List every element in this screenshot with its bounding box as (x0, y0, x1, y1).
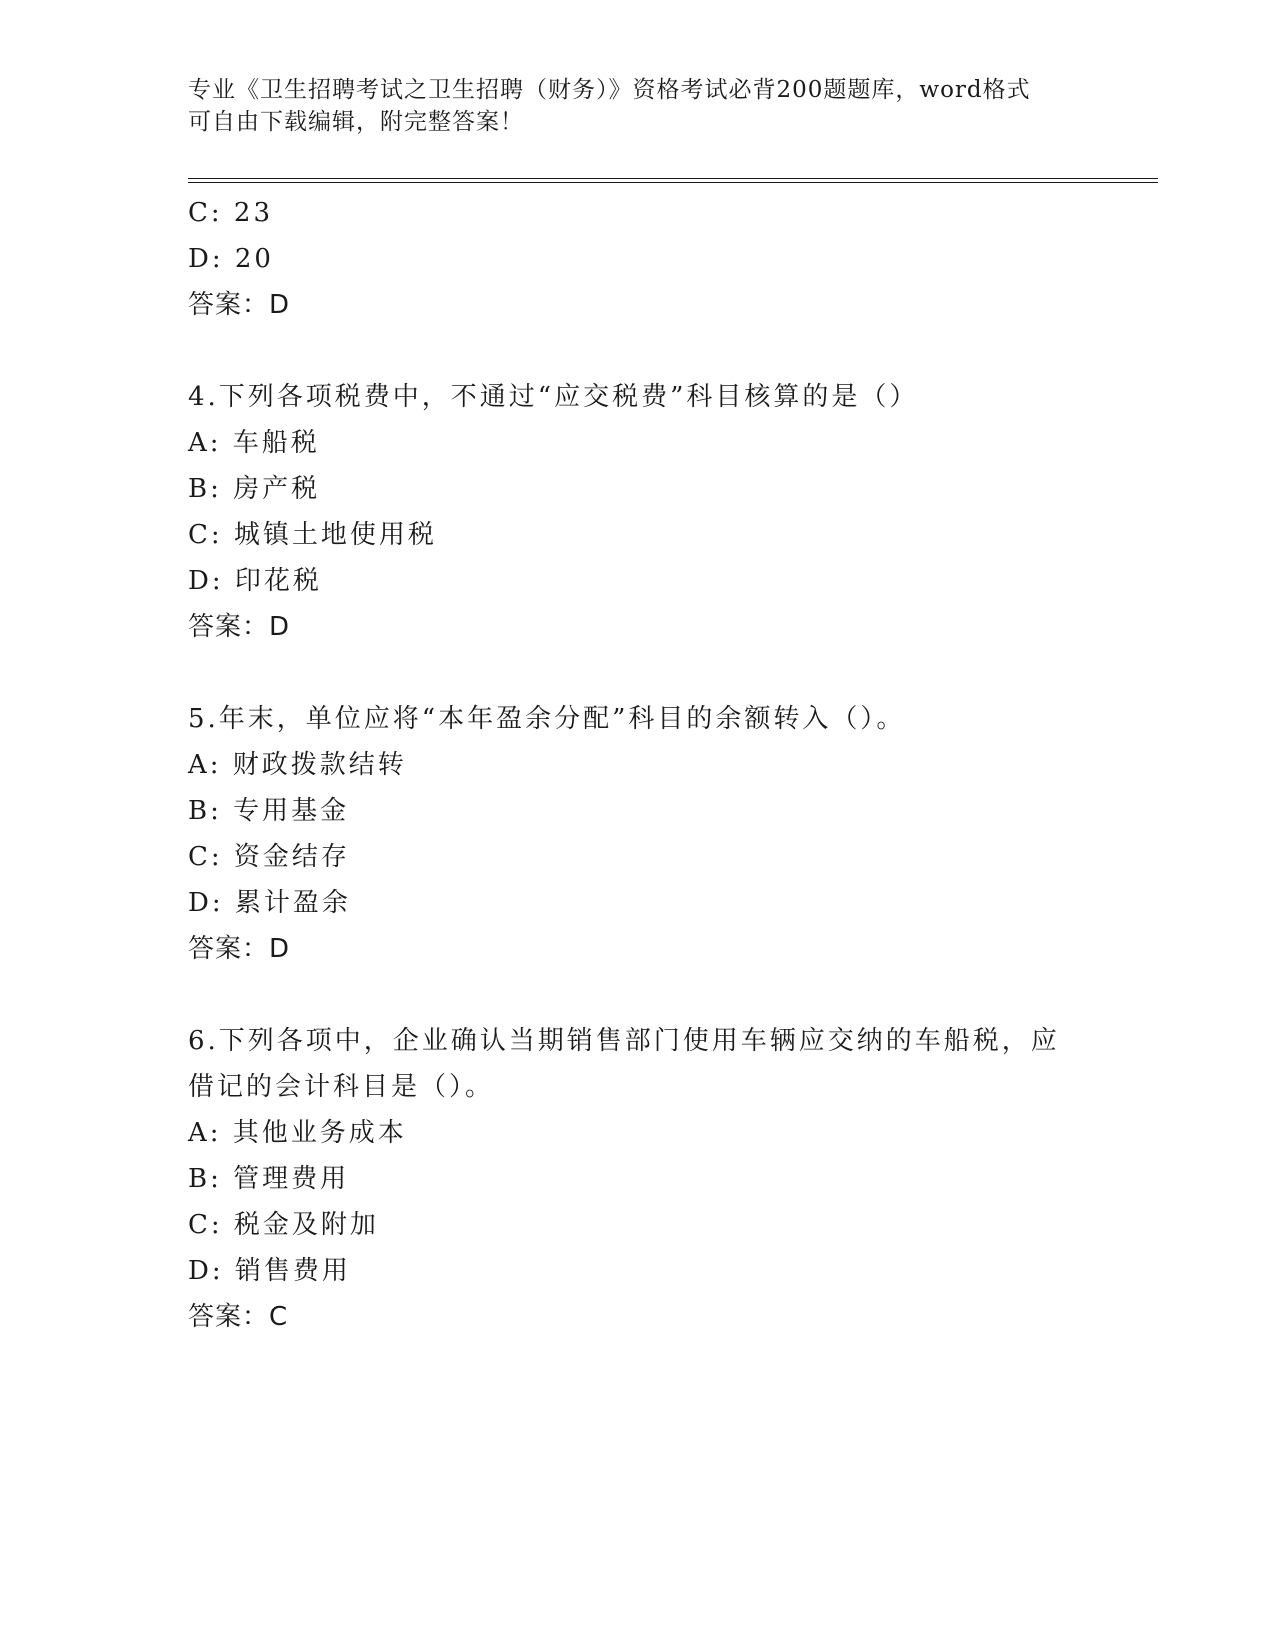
answer-line: 答案：D (188, 612, 291, 642)
option-d: D: 累计盈余 (188, 888, 351, 918)
spacer (188, 972, 1068, 1018)
option-c: C: 23 (188, 198, 274, 228)
question-5 (188, 696, 1068, 972)
question-text-line-1: 6.下列各项中，企业确认当期销售部门使用车辆应交纳的车船税，应 (188, 1026, 1060, 1056)
option-c: C: 资金结存 (188, 842, 350, 872)
header-rule-bottom (188, 182, 1158, 183)
question-text: 4.下列各项税费中，不通过“应交税费”科目核算的是（） (188, 382, 919, 412)
answer-line: 答案：D (188, 290, 291, 320)
answer-line: 答案：C (188, 1302, 289, 1332)
option-b: B: 专用基金 (188, 796, 350, 826)
question-list (188, 190, 1068, 1340)
option-a: A: 其他业务成本 (188, 1118, 407, 1148)
header-rule-top (188, 178, 1158, 179)
header-line-2: 可自由下载编辑，附完整答案！ (188, 109, 524, 135)
option-b: B: 房产税 (188, 474, 321, 504)
spacer (188, 650, 1068, 696)
question-text-line-2: 借记的会计科目是（）。 (188, 1072, 495, 1102)
document-header (188, 74, 1068, 138)
header-line-1: 专业《卫生招聘考试之卫生招聘（财务）》资格考试必背200题题库，word格式 (188, 77, 1031, 103)
question-6 (188, 1018, 1068, 1340)
answer-line: 答案：D (188, 934, 291, 964)
option-d: D: 印花税 (188, 566, 322, 596)
spacer (188, 328, 1068, 374)
question-text: 5.年末，单位应将“本年盈余分配”科目的余额转入（）。 (188, 704, 906, 734)
option-c: C: 城镇土地使用税 (188, 520, 437, 550)
question-4 (188, 374, 1068, 650)
question-3-continued (188, 190, 1068, 328)
option-a: A: 车船税 (188, 428, 320, 458)
option-a: A: 财政拨款结转 (188, 750, 407, 780)
option-c: C: 税金及附加 (188, 1210, 379, 1240)
option-d: D: 20 (188, 244, 274, 274)
option-b: B: 管理费用 (188, 1164, 350, 1194)
option-d: D: 销售费用 (188, 1256, 351, 1286)
